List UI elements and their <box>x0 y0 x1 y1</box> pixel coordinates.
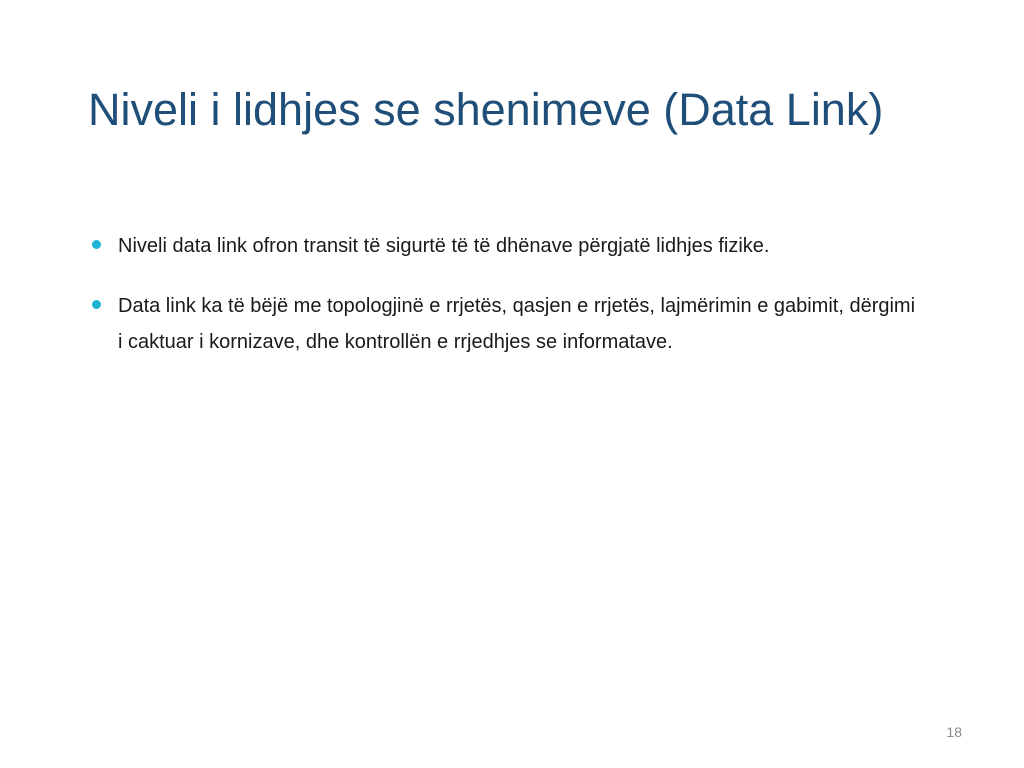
slide-number: 18 <box>946 724 962 740</box>
bullet-item <box>90 288 920 360</box>
bullet-item <box>90 228 920 264</box>
bullet-text: Niveli data link ofron transit të sigurtë të të dhënave përgjatë lidhjes fizike. <box>118 235 770 257</box>
slide-title: Niveli i lidhjes se shenimeve (Data Link) <box>88 84 884 135</box>
bullet-dot-icon <box>92 300 101 309</box>
bullet-text: Data link ka të bëjë me topologjinë e rrjetës, qasjen e rrjetës, lajmërimin e gabimit, dërgimi i caktuar i kornizave, dhe kontrollën e rrjedhjes se informatave. <box>118 295 916 353</box>
bullet-list <box>90 228 920 360</box>
bullet-dot-icon <box>92 240 101 249</box>
